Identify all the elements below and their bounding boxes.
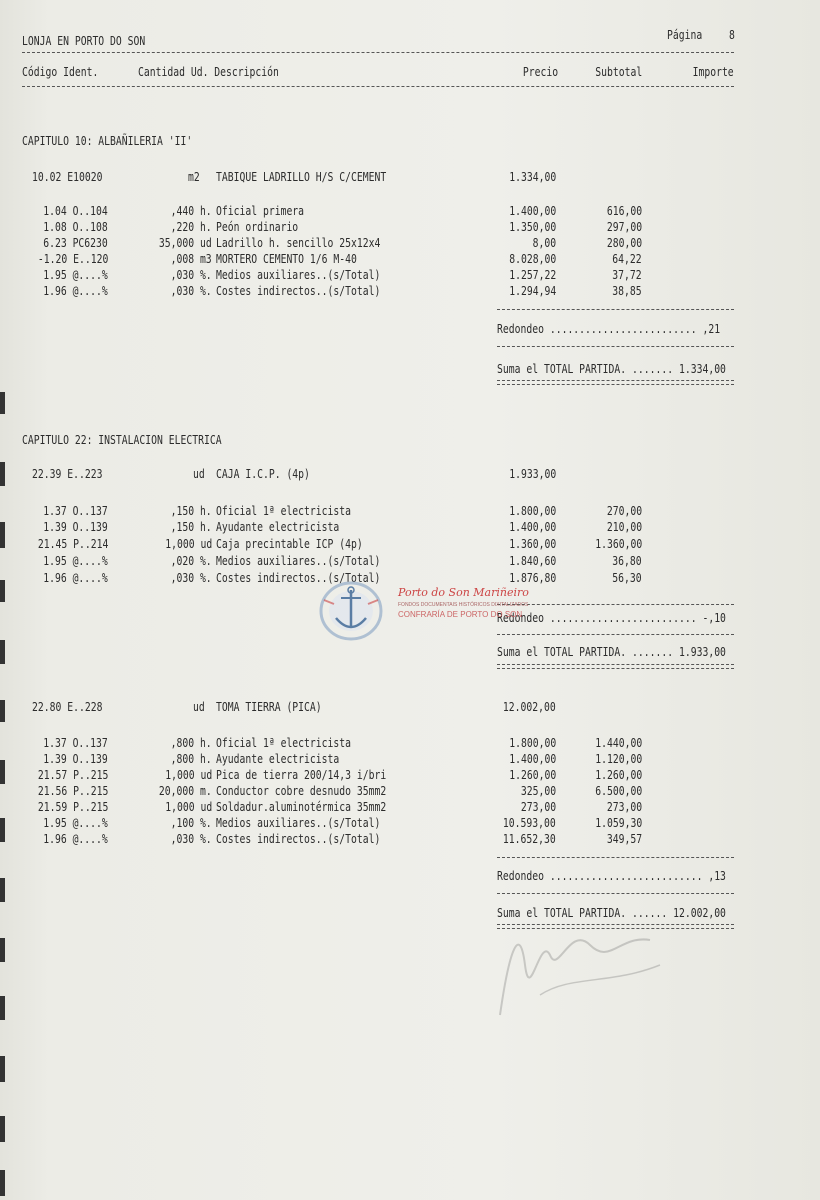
line-price: 10.593,00 [503, 815, 556, 830]
line-qty: ,008 m3 [170, 251, 212, 266]
line-code: -1.20 E..120 [37, 251, 108, 266]
line-desc: Peón ordinario [216, 219, 299, 234]
line-price: 11.652,30 [503, 831, 556, 846]
item-description: TOMA TIERRA (PICA) [216, 699, 322, 714]
line-code: 1.37 O..137 [43, 503, 108, 518]
watermark-organization: CONFRARÍA DE PORTO DO SON [398, 610, 523, 619]
item-description: TABIQUE LADRILLO H/S C/CEMENT [216, 169, 387, 184]
col-cantidad-descripcion: Cantidad Ud. Descripción [138, 64, 279, 79]
total-double-rule [497, 380, 734, 385]
line-code: 1.96 @....% [43, 283, 108, 298]
item-price: 1.334,00 [509, 169, 556, 184]
page-label: Página [667, 27, 703, 42]
col-codigo: Código Ident. [22, 64, 99, 79]
line-subtotal: 1.440,00 [595, 735, 642, 750]
redondeo: Redondeo ......................... -,10 [497, 610, 726, 625]
line-qty: ,150 h. [170, 519, 212, 534]
line-price: 1.360,00 [509, 536, 556, 551]
line-subtotal: 1.260,00 [595, 767, 642, 782]
line-desc: Ayudante electricista [216, 519, 340, 534]
subtotal-rule [497, 893, 734, 894]
line-price: 1.400,00 [509, 751, 556, 766]
line-code: 21.45 P..214 [37, 536, 108, 551]
line-price: 1.800,00 [509, 503, 556, 518]
col-importe: Importe [692, 64, 734, 79]
project-title: LONJA EN PORTO DO SON [22, 33, 146, 48]
line-subtotal: 38,85 [612, 283, 642, 298]
line-code: 1.95 @....% [43, 815, 108, 830]
header-rule [22, 52, 734, 53]
line-code: 1.37 O..137 [43, 735, 108, 750]
line-desc: Medios auxiliares..(s/Total) [216, 553, 381, 568]
subtotal-rule [497, 309, 734, 310]
item-price: 12.002,00 [503, 699, 556, 714]
line-price: 1.294,94 [509, 283, 556, 298]
line-subtotal: 56,30 [612, 570, 642, 585]
line-qty: 1,000 ud [165, 799, 212, 814]
total-partida: Suma el TOTAL PARTIDA. ....... 1.933,00 [497, 644, 726, 659]
line-qty: ,220 h. [170, 219, 212, 234]
line-code: 1.96 @....% [43, 831, 108, 846]
line-qty: 1,000 ud [165, 767, 212, 782]
line-code: 1.04 O..104 [43, 203, 108, 218]
item-code: 22.39 E..223 [32, 466, 103, 481]
line-desc: Costes indirectos..(s/Total) [216, 283, 381, 298]
line-price: 8,00 [532, 235, 556, 250]
line-desc: Oficial 1ª electricista [216, 503, 352, 518]
line-subtotal: 6.500,00 [595, 783, 642, 798]
binding-mark [0, 700, 5, 722]
line-code: 6.23 PC6230 [43, 235, 108, 250]
line-subtotal: 1.059,30 [595, 815, 642, 830]
line-desc: Caja precintable ICP (4p) [216, 536, 363, 551]
line-desc: Ayudante electricista [216, 751, 340, 766]
line-price: 1.257,22 [509, 267, 556, 282]
binding-mark [0, 522, 5, 548]
total-double-rule [497, 664, 734, 669]
line-code: 21.57 P..215 [37, 767, 108, 782]
binding-mark [0, 392, 5, 414]
line-qty: ,150 h. [170, 503, 212, 518]
line-subtotal: 1.120,00 [595, 751, 642, 766]
binding-mark [0, 580, 5, 602]
header-rule [22, 86, 734, 87]
total-partida: Suma el TOTAL PARTIDA. ....... 1.334,00 [497, 361, 726, 376]
line-desc: Ladrillo h. sencillo 25x12x4 [216, 235, 381, 250]
col-subtotal: Subtotal [595, 64, 642, 79]
line-qty: ,030 %. [170, 831, 212, 846]
binding-mark [0, 640, 5, 664]
subtotal-rule [497, 857, 734, 858]
line-subtotal: 210,00 [606, 519, 642, 534]
line-desc: MORTERO CEMENTO 1/6 M-40 [216, 251, 357, 266]
line-price: 1.350,00 [509, 219, 556, 234]
line-price: 325,00 [520, 783, 556, 798]
line-subtotal: 297,00 [606, 219, 642, 234]
line-subtotal: 36,80 [612, 553, 642, 568]
total-partida: Suma el TOTAL PARTIDA. ...... 12.002,00 [497, 905, 726, 920]
line-qty: 35,000 ud [159, 235, 212, 250]
line-desc: Conductor cobre desnudo 35mm2 [216, 783, 387, 798]
line-price: 1.400,00 [509, 203, 556, 218]
line-subtotal: 349,57 [606, 831, 642, 846]
line-subtotal: 280,00 [606, 235, 642, 250]
line-code: 1.08 O..108 [43, 219, 108, 234]
item-description: CAJA I.C.P. (4p) [216, 466, 310, 481]
line-desc: Medios auxiliares..(s/Total) [216, 815, 381, 830]
item-price: 1.933,00 [509, 466, 556, 481]
binding-mark [0, 1170, 5, 1196]
line-code: 1.95 @....% [43, 553, 108, 568]
line-code: 21.59 P..215 [37, 799, 108, 814]
redondeo: Redondeo .......................... ,13 [497, 868, 726, 883]
line-price: 1.400,00 [509, 519, 556, 534]
line-desc: Pica de tierra 200/14,3 i/bri [216, 767, 387, 782]
line-code: 1.39 O..139 [43, 751, 108, 766]
line-price: 1.260,00 [509, 767, 556, 782]
line-code: 1.96 @....% [43, 570, 108, 585]
redondeo: Redondeo ......................... ,21 [497, 321, 721, 336]
line-desc: Oficial primera [216, 203, 305, 218]
signature-ghost-icon [480, 905, 680, 1035]
line-desc: Medios auxiliares..(s/Total) [216, 267, 381, 282]
line-desc: Oficial 1ª electricista [216, 735, 352, 750]
line-price: 1.800,00 [509, 735, 556, 750]
line-qty: ,030 %. [170, 283, 212, 298]
binding-mark [0, 818, 5, 842]
line-qty: ,800 h. [170, 751, 212, 766]
line-desc: Costes indirectos..(s/Total) [216, 831, 381, 846]
line-qty: ,030 %. [170, 570, 212, 585]
line-qty: ,440 h. [170, 203, 212, 218]
line-subtotal: 64,22 [612, 251, 642, 266]
chapter-title: CAPITULO 22: INSTALACION ELECTRICA [22, 432, 222, 447]
subtotal-rule [497, 346, 734, 347]
line-subtotal: 273,00 [606, 799, 642, 814]
binding-mark [0, 1116, 5, 1142]
line-desc: Costes indirectos..(s/Total) [216, 570, 381, 585]
subtotal-rule [497, 634, 734, 635]
anchor-seal-icon [316, 580, 386, 642]
line-subtotal: 37,72 [612, 267, 642, 282]
line-code: 1.39 O..139 [43, 519, 108, 534]
line-qty: 1,000 ud [165, 536, 212, 551]
item-unit: ud [193, 466, 205, 481]
item-unit: m2 [188, 169, 200, 184]
line-price: 1.876,80 [509, 570, 556, 585]
line-qty: ,020 %. [170, 553, 212, 568]
item-code: 22.80 E..228 [32, 699, 103, 714]
line-qty: ,800 h. [170, 735, 212, 750]
line-price: 273,00 [520, 799, 556, 814]
chapter-title: CAPITULO 10: ALBAÑILERIA 'II' [22, 133, 193, 148]
binding-mark [0, 1056, 5, 1082]
line-subtotal: 1.360,00 [595, 536, 642, 551]
line-qty: ,030 %. [170, 267, 212, 282]
page-number: 8 [729, 27, 735, 42]
line-qty: ,100 %. [170, 815, 212, 830]
subtotal-rule [497, 604, 734, 605]
col-precio: Precio [522, 64, 558, 79]
watermark-title: Porto do Son Mariñeiro [398, 586, 529, 599]
line-code: 21.56 P..215 [37, 783, 108, 798]
binding-mark [0, 462, 5, 486]
line-desc: Soldadur.aluminotérmica 35mm2 [216, 799, 387, 814]
binding-mark [0, 878, 5, 902]
binding-mark [0, 996, 5, 1020]
watermark-subtitle: FONDOS DOCUMENTAIS HISTÓRICOS DIXITALIZADOS [398, 602, 529, 608]
line-price: 1.840,60 [509, 553, 556, 568]
line-price: 8.028,00 [509, 251, 556, 266]
item-unit: ud [193, 699, 205, 714]
binding-mark [0, 760, 5, 784]
line-subtotal: 270,00 [606, 503, 642, 518]
line-subtotal: 616,00 [606, 203, 642, 218]
binding-mark [0, 938, 5, 962]
line-code: 1.95 @....% [43, 267, 108, 282]
line-qty: 20,000 m. [159, 783, 212, 798]
item-code: 10.02 E10020 [32, 169, 103, 184]
